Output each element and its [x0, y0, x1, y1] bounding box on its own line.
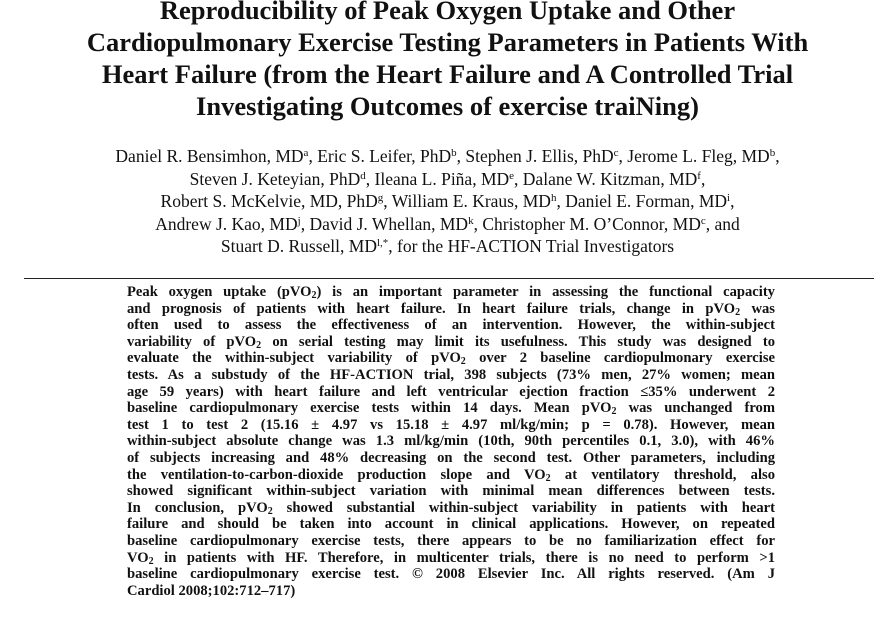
author-name: Stephen J. Ellis, PhD: [465, 146, 614, 166]
vo2-subscript: 2: [460, 356, 466, 368]
abstract-line: [127, 516, 775, 533]
author-name: Ileana L. Piña, MD: [374, 168, 510, 189]
abstract: [127, 284, 775, 599]
abstract-text: over 2 baseline cardiopulmonary exercise: [465, 350, 775, 367]
author-affiliation: c: [700, 214, 706, 227]
abstract-text: baseline cardiopulmonary exercise tests, there appears to be no familiarization effect for: [127, 532, 775, 549]
author-name: Jerome L. Fleg, MD: [627, 146, 770, 166]
vo2-subscript: 2: [267, 505, 273, 517]
abstract-line: [127, 334, 775, 351]
abstract-text: at ventilatory threshold, also: [550, 466, 775, 483]
author-affiliation: f: [697, 169, 701, 182]
abstract-line: [127, 317, 775, 334]
author-name: David J. Whellan, MD: [309, 213, 469, 234]
author-line: Daniel R. Bensimhon, $MD^a$, Eric S. Leifer, PhD$^b$, Stephen J. Ellis, PhD$^c$, Jerome L. Fleg, $MD^b$,: [115, 146, 780, 166]
title-line: Investigating Outcomes of exercise traiNing): [196, 91, 699, 121]
abstract-text: showed significant within-subject variation with minimal mean differences between tests.: [127, 483, 775, 500]
abstract-text: the ventilation-to-carbon-dioxide production slope and V: [127, 466, 535, 483]
author: [627, 146, 775, 166]
author-and: and: [714, 213, 740, 234]
abstract-line: [127, 367, 775, 384]
abstract-text: evaluate the within-subject variability of pV: [127, 350, 450, 367]
vo2-subscript: 2: [611, 406, 617, 418]
abstract-line: [127, 301, 775, 318]
abstract-text: often used to assess the effectiveness of an intervention. However, the within-subject: [127, 317, 775, 334]
author-name: Stuart D. Russell, MD: [220, 236, 377, 256]
abstract-text: and prognosis of patients with heart failure. In heart failure trials, change in pV: [127, 300, 724, 317]
abstract-line: [127, 550, 775, 567]
author: [482, 214, 705, 234]
vo2-o: O: [534, 466, 546, 483]
author-line: Robert S. McKelvie, MD, PhD$^g$, William E. Kraus, $MD^h$, Daniel E. Forman, $MD^i$,: [160, 191, 735, 211]
author: [309, 214, 473, 234]
author-affiliation: l,*: [376, 237, 389, 249]
author-name: Daniel E. Forman, MD: [565, 191, 728, 211]
author-line: [20, 235, 875, 258]
abstract-line: [127, 284, 775, 301]
author-name: Christopher M. O’Connor, MD: [482, 213, 701, 234]
author-affiliation: b: [769, 147, 776, 159]
abstract-text: in patients with HF. Therefore, in multicenter trials, there is no need to perform >1: [153, 549, 775, 566]
author-suffix: , for the HF-ACTION Trial Investigators: [388, 236, 675, 256]
abstract-text: age 59 years) with heart failure and left ventricular ejection fraction ≤35% underwent 2: [127, 383, 775, 400]
author-affiliation: k: [468, 214, 474, 227]
vo2-o: O: [137, 549, 149, 566]
article-title: [20, 0, 875, 122]
author: [465, 146, 618, 166]
vo2-subscript: 2: [735, 306, 741, 318]
author-affiliation: c: [613, 147, 619, 159]
author-affiliation: j: [297, 214, 301, 227]
abstract-line: [127, 500, 775, 517]
author-affiliation: a: [303, 147, 309, 159]
abstract-line: [127, 483, 775, 500]
author-line: Steven J. Keteyian, PhD$^d$, Ileana L. Piña, MDe, Dalane W. Kitzman, $MD^f$,: [189, 168, 706, 189]
author-name: Dalane W. Kitzman, MD: [522, 168, 698, 189]
abstract-text: was unchanged from: [616, 400, 776, 417]
abstract-line: [127, 450, 775, 467]
abstract-line: [127, 566, 775, 583]
author-name: Steven J. Keteyian, PhD: [189, 168, 361, 189]
abstract-line: [127, 467, 775, 484]
abstract-text: within-subject absolute change was 1.3 ml/kg/min (10th, 90th percentiles 0.1, 3.0), with 46%: [127, 433, 775, 450]
vo2-subscript: 2: [311, 290, 317, 301]
author: [392, 191, 557, 211]
section-divider: [24, 278, 874, 279]
author-affiliation: d: [360, 169, 366, 182]
abstract-text: ) is an important parameter in assessing the functional capacity: [316, 284, 775, 300]
abstract-text: was: [740, 300, 775, 317]
author-affiliation: h: [550, 192, 557, 204]
vo2-o: O: [256, 499, 268, 516]
vo2-o: O: [723, 300, 736, 317]
abstract-text: In conclusion, pV: [127, 499, 257, 516]
author: [115, 146, 308, 166]
author-affiliation: b: [451, 147, 457, 159]
abstract-line: [127, 417, 775, 434]
author-affiliation: i: [727, 192, 731, 204]
vo2-subscript: 2: [545, 472, 551, 484]
title-line: Cardiopulmonary Exercise Testing Parameters in Patients With: [86, 27, 809, 57]
abstract-text: Cardiol 2008;102:712–717): [127, 582, 296, 599]
author: [565, 191, 730, 211]
author-affiliation: e: [509, 169, 515, 182]
abstract-line: [127, 400, 775, 417]
abstract-text: Peak oxygen uptake (pV: [127, 284, 301, 300]
author-line: Andrew J. Kao, $MD^j$, David J. Whellan, $MD^k$, Christopher M. O’Connor, $MD^c$, and: [155, 213, 740, 234]
author: [317, 146, 456, 166]
abstract-text: variability of pV: [127, 333, 245, 350]
abstract-text: baseline cardiopulmonary exercise test. © 2008 Elsevier Inc. All rights reserved. (Am J: [127, 566, 775, 583]
author-name: Daniel R. Bensimhon, MD: [115, 146, 304, 166]
abstract-line: [127, 583, 775, 600]
author-name: William E. Kraus, MD: [391, 191, 551, 211]
abstract-text: tests. As a substudy of the HF-ACTION trial, 398 subjects (73% men, 27% women; mean: [127, 366, 775, 383]
abstract-text: of subjects increasing and 48% decreasing on the second test. Other parameters, including: [127, 449, 775, 466]
author: [161, 191, 384, 211]
abstract-line: [127, 533, 775, 550]
author: [375, 169, 515, 189]
vo2-subscript: 2: [256, 339, 262, 351]
abstract-text: test 1 to test 2 (15.16 ± 4.97 vs 15.18 ± 4.97 ml/kg/min; p = 0.78). However, mean: [127, 416, 775, 433]
title-line: Reproducibility of Peak Oxygen Uptake and Other: [159, 0, 736, 25]
vo2-o: O: [600, 400, 612, 417]
abstract-line: [127, 433, 775, 450]
author-name: Robert S. McKelvie, MD, PhD: [160, 191, 378, 211]
abstract-line: [127, 350, 775, 367]
abstract-line: [127, 384, 775, 401]
abstract-text: failure and should be taken into account in clinical applications. However, on repeated: [127, 516, 775, 533]
vo2-o: O: [300, 284, 312, 300]
vo2-subscript: 2: [148, 555, 154, 567]
vo2-o: O: [449, 350, 461, 367]
title-line: Heart Failure (from the Heart Failure and A Controlled Trial: [101, 59, 794, 89]
abstract-text: baseline cardiopulmonary exercise tests within 14 days. Mean pV: [127, 400, 601, 417]
abstract-text: on serial testing may limit its usefulness. This study was designed to: [261, 333, 775, 350]
abstract-text: V: [127, 549, 138, 566]
author: [190, 169, 366, 189]
author-list: [20, 145, 875, 258]
abstract-text: showed substantial within-subject variability in patients with heart: [272, 499, 775, 516]
author-name: Eric S. Leifer, PhD: [317, 146, 452, 166]
author-name: Andrew J. Kao, MD: [155, 213, 298, 234]
vo2-o: O: [244, 333, 257, 350]
author: [523, 169, 701, 189]
author: [155, 214, 300, 234]
author-affiliation: g: [377, 192, 384, 204]
author: [221, 236, 388, 256]
